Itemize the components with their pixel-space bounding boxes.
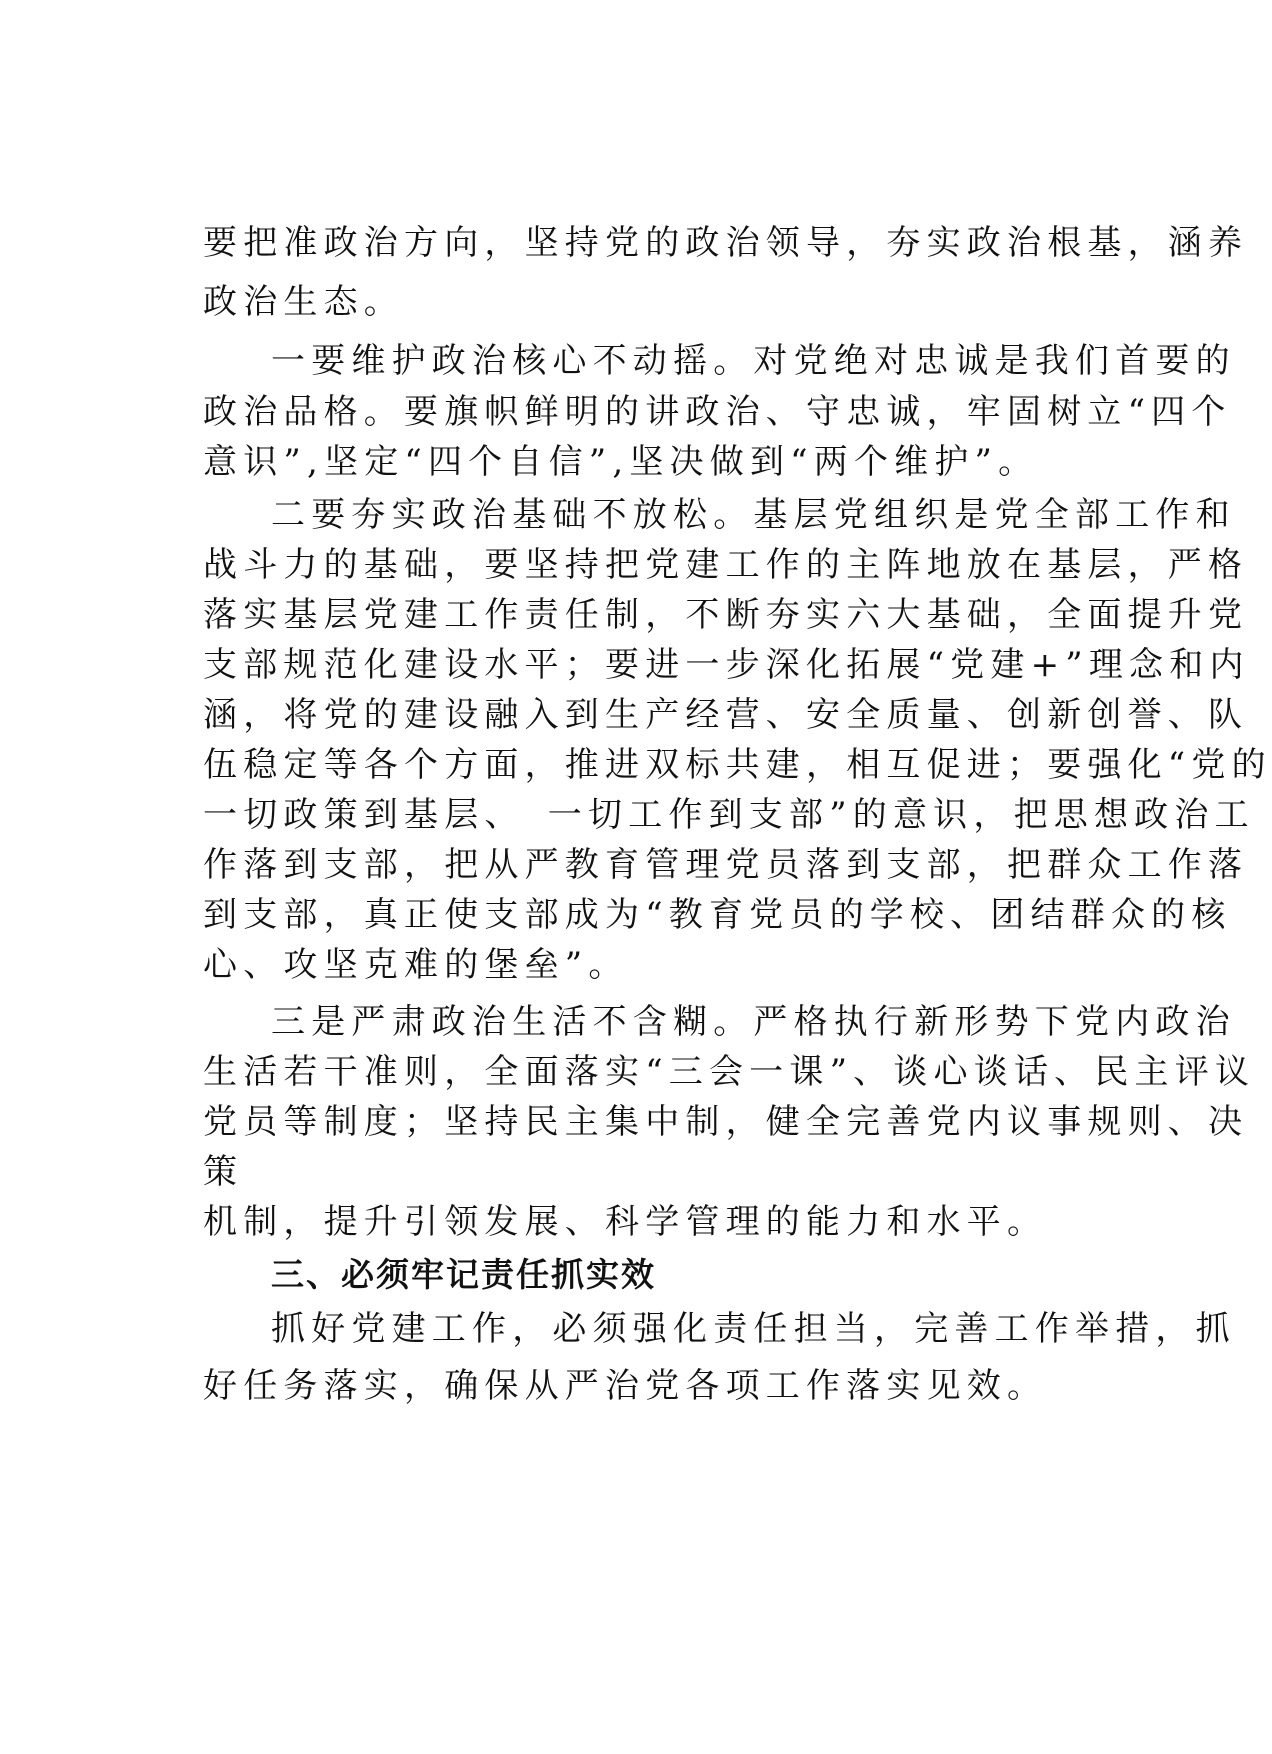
paragraph-line: 战斗力的基础，要坚持把党建工作的主阵地放在基层，严格 xyxy=(203,545,1249,585)
paragraph-line: 意识”,坚定“四个自信”,坚决做到“两个维护”。 xyxy=(203,442,1039,482)
paragraph-line: 要把准政治方向，坚持党的政治领导，夯实政治根基，涵养 xyxy=(203,223,1249,263)
paragraph-line: 到支部，真正使支部成为“教育党员的学校、团结群众的核 xyxy=(203,895,1232,935)
paragraph-line: 政治生态。 xyxy=(203,282,404,322)
section-heading: 三、必须牢记责任抓实效 xyxy=(271,1255,656,1294)
paragraph-line: 好任务落实，确保从严治党各项工作落实见效。 xyxy=(203,1366,1048,1406)
paragraph-line: 伍稳定等各个方面，推进双标共建，相互促进；要强化“党的 xyxy=(203,745,1272,785)
paragraph-line: 三是严肃政治生活不含糊。严格执行新形势下党内政治 xyxy=(271,1002,1236,1042)
paragraph-line: 生活若干准则，全面落实“三会一课”、谈心谈话、民主评议 xyxy=(203,1052,1256,1092)
paragraph-line: 政治品格。要旗帜鲜明的讲政治、守忠诚，牢固树立“四个 xyxy=(203,392,1232,432)
paragraph-line: 策 xyxy=(203,1152,244,1192)
paragraph-line: 一要维护政治核心不动摇。对党绝对忠诚是我们首要的 xyxy=(271,341,1236,381)
paragraph-line: 抓好党建工作，必须强化责任担当，完善工作举措，抓 xyxy=(271,1309,1236,1349)
paragraph-line: 作落到支部，把从严教育管理党员落到支部，把群众工作落 xyxy=(203,845,1249,885)
paragraph-line: 支部规范化建设水平；要进一步深化拓展“党建+”理念和内 xyxy=(203,645,1250,685)
paragraph-line: 一切政策到基层、 一切工作到支部”的意识，把思想政治工 xyxy=(203,795,1255,835)
paragraph-line: 心、攻坚克难的堡垒”。 xyxy=(203,945,629,985)
paragraph-line: 落实基层党建工作责任制，不断夯实六大基础，全面提升党 xyxy=(203,595,1249,635)
paragraph-line: 涵，将党的建设融入到生产经营、安全质量、创新创誉、队 xyxy=(203,695,1249,735)
paragraph-line: 党员等制度；坚持民主集中制，健全完善党内议事规则、决 xyxy=(203,1102,1249,1142)
paragraph-line: 二要夯实政治基础不放松。基层党组织是党全部工作和 xyxy=(271,495,1236,535)
paragraph-line: 机制，提升引领发展、科学管理的能力和水平。 xyxy=(203,1202,1048,1242)
